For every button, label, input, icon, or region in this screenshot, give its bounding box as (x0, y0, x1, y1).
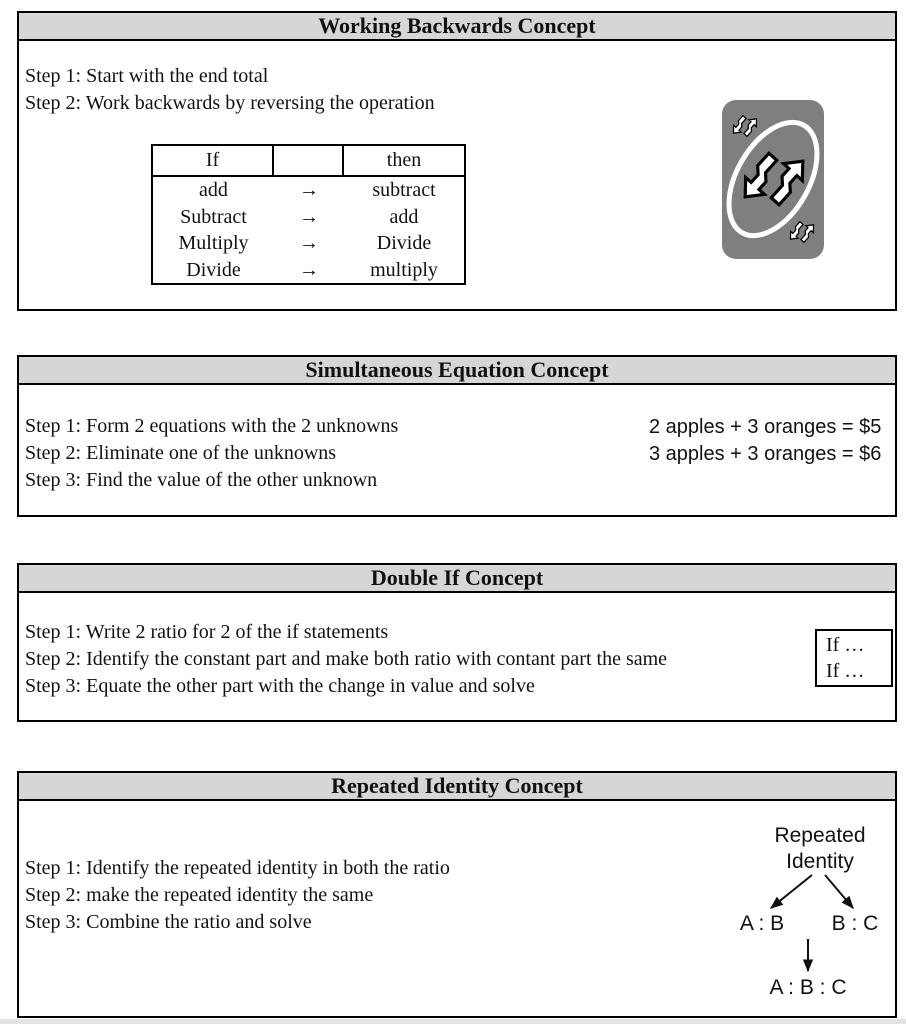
repeated-identity-diagram (719, 813, 906, 1013)
table-cell: Divide (376, 232, 432, 254)
steps-list (25, 413, 398, 494)
concept-box-repeated-identity (17, 771, 897, 1018)
if-line: If … (826, 660, 865, 682)
arrow-down-right-icon (825, 875, 853, 908)
concept-box-simultaneous-equation (17, 355, 897, 517)
right-arrow-icon: → (299, 232, 319, 254)
concept-box-title: Double If Concept (19, 565, 895, 593)
step-line: Step 3: Equate the other part with the change in value and solve (25, 675, 535, 697)
table-cell: add (199, 179, 228, 201)
concept-box-double-if (17, 563, 897, 722)
table-cell: subtract (372, 179, 436, 201)
step-line: Step 3: Find the value of the other unknown (25, 469, 378, 491)
step-line: Step 1: Start with the end total (25, 65, 269, 87)
step-line: Step 3: Combine the ratio and solve (25, 911, 312, 933)
step-line: Step 2: Work backwards by reversing the operation (25, 92, 435, 114)
if-statements-box (815, 629, 893, 687)
table-cell: multiply (370, 258, 438, 281)
step-line: Step 1: Form 2 equations with the 2 unknowns (25, 415, 399, 437)
diagram-label: Identity (786, 850, 854, 873)
equation-line: 2 apples + 3 oranges = $5 (649, 416, 882, 438)
concept-box-title: Simultaneous Equation Concept (19, 357, 895, 385)
steps-list (25, 63, 435, 117)
step-line: Step 1: Identify the repeated identity in both the ratio (25, 857, 450, 879)
table-header-cell: then (386, 149, 422, 171)
ratio-label-left: A : B (739, 912, 785, 935)
ratio-label-right: B : C (831, 912, 879, 935)
page-bottom-edge (0, 1019, 906, 1024)
step-line: Step 1: Write 2 ratio for 2 of the if statements (25, 621, 389, 643)
concept-box-title: Working Backwards Concept (19, 13, 895, 41)
table-header-cell: If (153, 146, 274, 175)
if-line: If … (826, 634, 865, 656)
equation-line: 3 apples + 3 oranges = $6 (649, 443, 882, 465)
right-arrow-icon: → (299, 205, 319, 228)
step-line: Step 2: Eliminate one of the unknowns (25, 442, 337, 464)
example-equations (649, 414, 881, 468)
if-then-table (151, 144, 466, 285)
steps-list (25, 619, 667, 700)
concept-box-title: Repeated Identity Concept (19, 773, 895, 801)
arrow-down-left-icon (771, 875, 812, 908)
table-cell: add (389, 205, 419, 228)
steps-list (25, 855, 450, 936)
table-row (153, 204, 464, 231)
table-row (153, 257, 464, 284)
table-header-cell (274, 146, 344, 175)
concept-box-working-backwards (17, 11, 897, 311)
ratio-label-result: A : B : C (769, 976, 847, 999)
table-cell: Subtract (180, 205, 247, 228)
uno-reverse-card (721, 99, 825, 260)
table-row (153, 177, 464, 204)
table-cell: Divide (186, 258, 241, 281)
table-cell: Multiply (178, 232, 249, 254)
right-arrow-icon: → (299, 258, 319, 281)
diagram-label: Repeated (774, 824, 866, 847)
step-line: Step 2: make the repeated identity the same (25, 884, 374, 906)
right-arrow-icon: → (299, 179, 319, 201)
table-header-row (153, 146, 464, 177)
step-line: Step 2: Identify the constant part and make both ratio with contant part the same (25, 648, 668, 670)
table-row (153, 230, 464, 257)
